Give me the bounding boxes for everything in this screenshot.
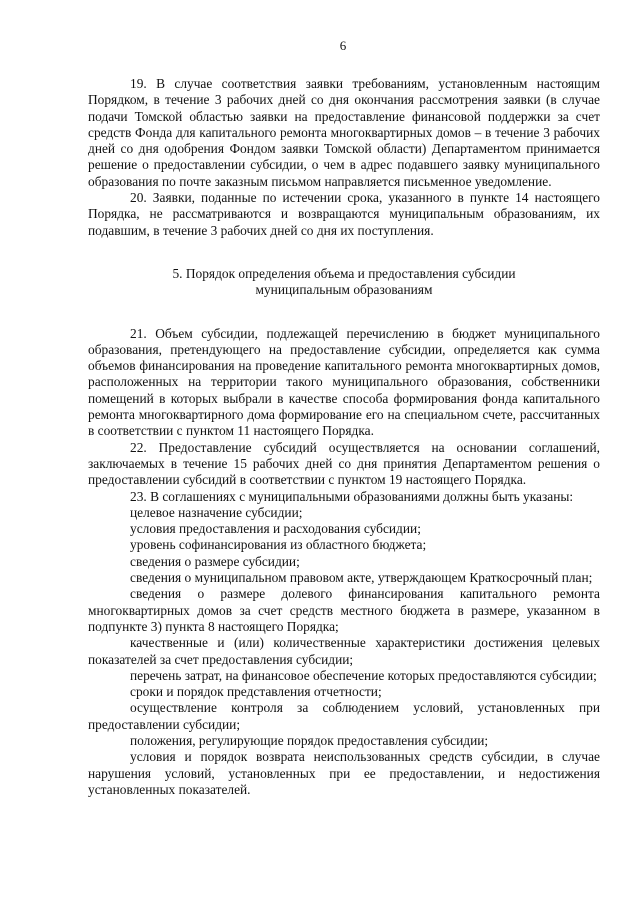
section-heading-line1: 5. Порядок определения объема и предоставления субсидии	[172, 265, 516, 281]
list-item: осуществление контроля за соблюдением условий, установленных при предоставлении субсидии;	[88, 700, 600, 732]
list-item: положения, регулирующие порядок предоставления субсидии;	[130, 732, 489, 748]
paragraph-23: 23. В соглашениях с муниципальными образованиями должны быть указаны:	[130, 488, 574, 504]
list-item: сведения о размере долевого финансирования капитального ремонта многоквартирных домов за счет средств местного бюджета в размере, указанном в подпункте 3) пункта 8 настоящего Порядка;	[88, 586, 600, 634]
list-item: перечень затрат, на финансовое обеспечение которых предоставляются субсидии;	[130, 667, 597, 683]
paragraph-22: 22. Предоставление субсидий осуществляется на основании соглашений, заключаемых в течение 15 рабочих дней со дня принятия Департаментом решения о предоставлении субсидий в соответствии с пунктом 19 настоящего Порядка.	[88, 439, 600, 488]
list-item: сроки и порядок представления отчетности;	[130, 684, 382, 700]
page-number: 6	[339, 38, 347, 53]
list-item: целевое назначение субсидии;	[130, 504, 303, 520]
paragraph-21: 21. Объем субсидии, подлежащей перечислению в бюджет муниципального образования, претендующего на предоставление субсидии, определяется как сумма объемов финансирования на проведение капитального ремонта многоквартирных домов, расположенных на территории такого муниципального образования, собственники помещений в которых выбрали в качестве способа формирования фонда капитального ремонта многоквартирного дома формирование его на специальном счете, рассчитанных в соответствии с пунктом 11 настоящего Порядка.	[88, 325, 600, 439]
list-item: качественные и (или) количественные характеристики достижения целевых показателей за счет предоставления субсидии;	[88, 635, 600, 667]
paragraph-20: 20. Заявки, поданные по истечении срока, указанного в пункте 14 настоящего Порядка, не рассматриваются и возвращаются муниципальным образованиям, их подавшим, в течение 3 рабочих дней со дня их поступления.	[88, 190, 600, 238]
agreement-items-list	[88, 505, 600, 798]
list-item: уровень софинансирования из областного бюджета;	[130, 537, 427, 553]
section-heading	[88, 266, 600, 299]
list-item: условия и порядок возврата неиспользованных средств субсидии, в случае нарушения условий, установленных при ее предоставлении, и недостижения установленных показателей.	[88, 749, 600, 797]
paragraph-19: 19. В случае соответствия заявки требованиям, установленным настоящим Порядком, в течение 3 рабочих дней со дня окончания рассмотрения заявки (в случае подачи Томской областью заявки на предоставление финансовой поддержки за счет средств Фонда для капитального ремонта многоквартирных домов – в течение 3 рабочих дней со дня одобрения Фондом заявки Томской области) Департаментом принимается решение о предоставлении субсидии, о чем в адрес подавшего заявку муниципального образования по почте заказным письмом направляется письменное уведомление.	[88, 76, 600, 189]
list-item: сведения о муниципальном правовом акте, утверждающем Краткосрочный план;	[130, 570, 593, 586]
section-heading-line2: муниципальным образованиям	[255, 282, 433, 298]
list-item: условия предоставления и расходования субсидии;	[130, 521, 421, 537]
list-item: сведения о размере субсидии;	[130, 553, 300, 569]
